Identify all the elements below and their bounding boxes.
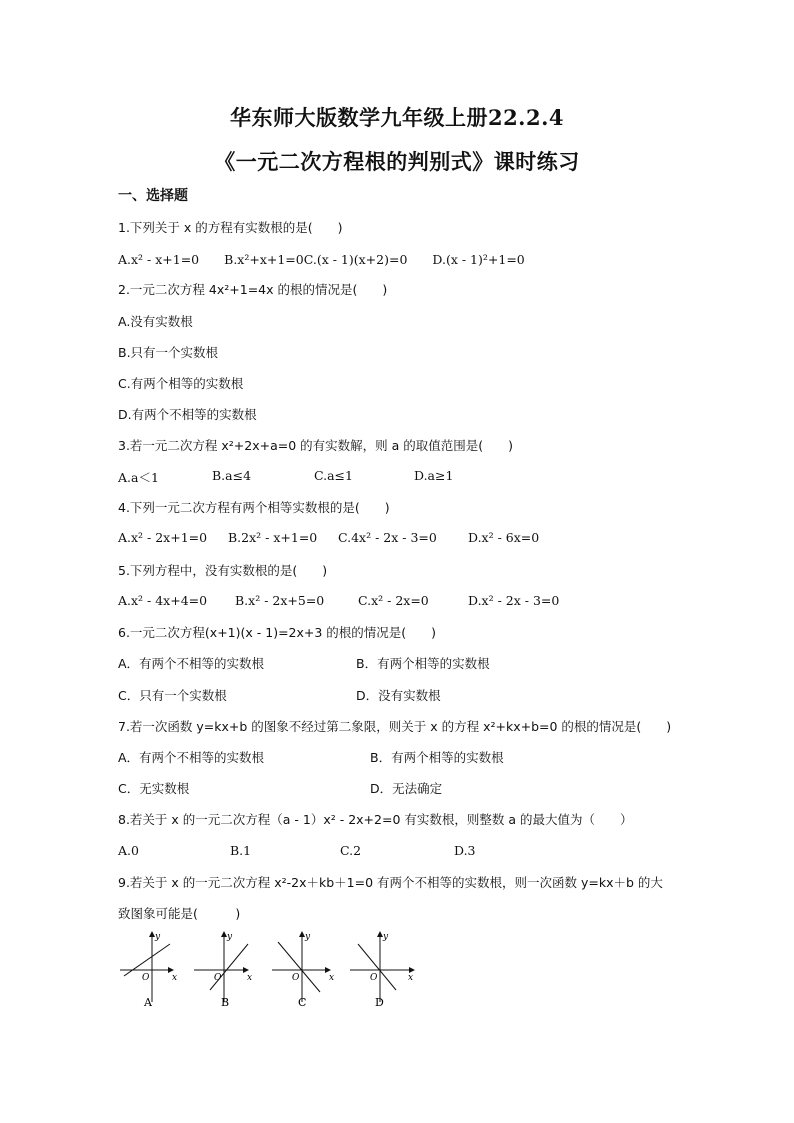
question-5-stem: 5.下列方程中，没有实数根的是( ) bbox=[118, 563, 328, 578]
question-7-stem: 7.若一次函数 y=kx+b 的图象不经过第二象限，则关于 x 的方程 x²+kx+b=0 的根的情况是( ) bbox=[118, 719, 672, 734]
question-9-stem-line-2: 致图象可能是( ) bbox=[118, 906, 241, 921]
question-2-option-c: C.有两个相等的实数根 bbox=[118, 376, 244, 391]
graph-a-label: A bbox=[144, 996, 152, 1009]
question-7-option-d: D．无法确定 bbox=[370, 781, 443, 796]
graph-d-label: D bbox=[375, 996, 384, 1009]
graph-a-y-label: y bbox=[155, 932, 161, 942]
graph-c-line bbox=[278, 942, 320, 992]
graph-a bbox=[120, 932, 177, 1009]
question-2-option-d: D.有两个不相等的实数根 bbox=[118, 407, 257, 422]
graph-b-x-label: x bbox=[247, 973, 253, 983]
graph-b bbox=[194, 932, 252, 1009]
question-4-stem: 4.下列一元二次方程有两个相等实数根的是( ) bbox=[118, 500, 390, 515]
graph-d bbox=[350, 932, 414, 1009]
question-6-option-b: B．有两个相等的实数根 bbox=[356, 656, 490, 671]
question-8-option-b: B.1 bbox=[230, 843, 252, 858]
question-2-option-a: A.没有实数根 bbox=[118, 314, 193, 329]
graph-b-origin: O bbox=[214, 973, 222, 983]
question-8-option-d: D.3 bbox=[454, 843, 476, 858]
question-9-graph-options bbox=[118, 930, 418, 1010]
question-5-option-b: B.x² - 2x+5=0 bbox=[235, 593, 325, 608]
graph-c bbox=[272, 932, 334, 1009]
graph-a-x-label: x bbox=[172, 973, 178, 983]
question-3-stem: 3.若一元二次方程 x²+2x+a=0 的有实数解，则 a 的取值范围是( ) bbox=[118, 438, 514, 453]
question-4-option-b: B.2x² - x+1=0 bbox=[228, 530, 318, 545]
graph-a-line bbox=[124, 944, 170, 976]
graph-b-line bbox=[210, 944, 248, 990]
graph-d-x-label: x bbox=[408, 973, 414, 983]
graph-b-label: B bbox=[221, 996, 230, 1009]
question-1-options: A.x² - x+1=0 B.x²+x+1=0C.(x - 1)(x+2)=0 D.(x - 1)²+1=0 bbox=[118, 252, 525, 267]
question-7-option-c: C．无实数根 bbox=[118, 781, 190, 796]
question-7-option-b: B．有两个相等的实数根 bbox=[370, 750, 504, 765]
question-3-option-c: C.a≤1 bbox=[314, 468, 353, 483]
question-3-option-d: D.a≥1 bbox=[414, 468, 454, 483]
graph-d-line bbox=[358, 944, 396, 990]
graph-c-x-label: x bbox=[329, 973, 335, 983]
graph-d-origin: O bbox=[370, 973, 378, 983]
graph-b-y-label: y bbox=[227, 932, 233, 942]
question-4-option-c: C.4x² - 2x - 3=0 bbox=[338, 530, 437, 545]
graph-c-y-label: y bbox=[305, 932, 311, 942]
graph-d-y-label: y bbox=[383, 932, 389, 942]
section-heading: 一、选择题 bbox=[118, 188, 188, 204]
document-subtitle: 《一元二次方程根的判别式》课时练习 bbox=[214, 149, 580, 174]
question-5-option-c: C.x² - 2x=0 bbox=[358, 593, 429, 608]
question-7-option-a: A．有两个不相等的实数根 bbox=[118, 750, 265, 765]
question-5-option-d: D.x² - 2x - 3=0 bbox=[468, 593, 560, 608]
question-8-stem: 8.若关于 x 的一元二次方程（a - 1）x² - 2x+2=0 有实数根，则整数 a 的最大值为（ ） bbox=[118, 812, 633, 827]
graph-c-label: C bbox=[298, 996, 307, 1009]
question-3-option-b: B.a≤4 bbox=[212, 468, 252, 483]
question-6-stem: 6.一元二次方程(x+1)(x - 1)=2x+3 的根的情况是( ) bbox=[118, 625, 437, 640]
question-6-option-a: A．有两个不相等的实数根 bbox=[118, 656, 265, 671]
document-title: 华东师大版数学九年级上册22.2.4 bbox=[229, 105, 565, 130]
question-5-option-a: A.x² - 4x+4=0 bbox=[118, 593, 208, 608]
question-4-option-a: A.x² - 2x+1=0 bbox=[118, 530, 208, 545]
question-6-option-d: D．没有实数根 bbox=[356, 688, 441, 703]
graph-a-origin: O bbox=[142, 973, 150, 983]
question-9-stem-line-1: 9.若关于 x 的一元二次方程 x²-2x＋kb＋1=0 有两个不相等的实数根，则一次函数 y=kx＋b 的大 bbox=[118, 875, 663, 890]
question-8-option-c: C.2 bbox=[340, 843, 362, 858]
question-8-option-a: A.0 bbox=[118, 843, 139, 858]
graph-c-origin: O bbox=[292, 973, 300, 983]
question-1-stem: 1.下列关于 x 的方程有实数根的是( ) bbox=[118, 220, 343, 235]
question-2-option-b: B.只有一个实数根 bbox=[118, 345, 219, 360]
question-2-stem: 2.一元二次方程 4x²+1=4x 的根的情况是( ) bbox=[118, 282, 388, 297]
question-6-option-c: C．只有一个实数根 bbox=[118, 688, 227, 703]
question-3-option-a: A.a＜1 bbox=[118, 470, 159, 485]
question-4-option-d: D.x² - 6x=0 bbox=[468, 530, 540, 545]
